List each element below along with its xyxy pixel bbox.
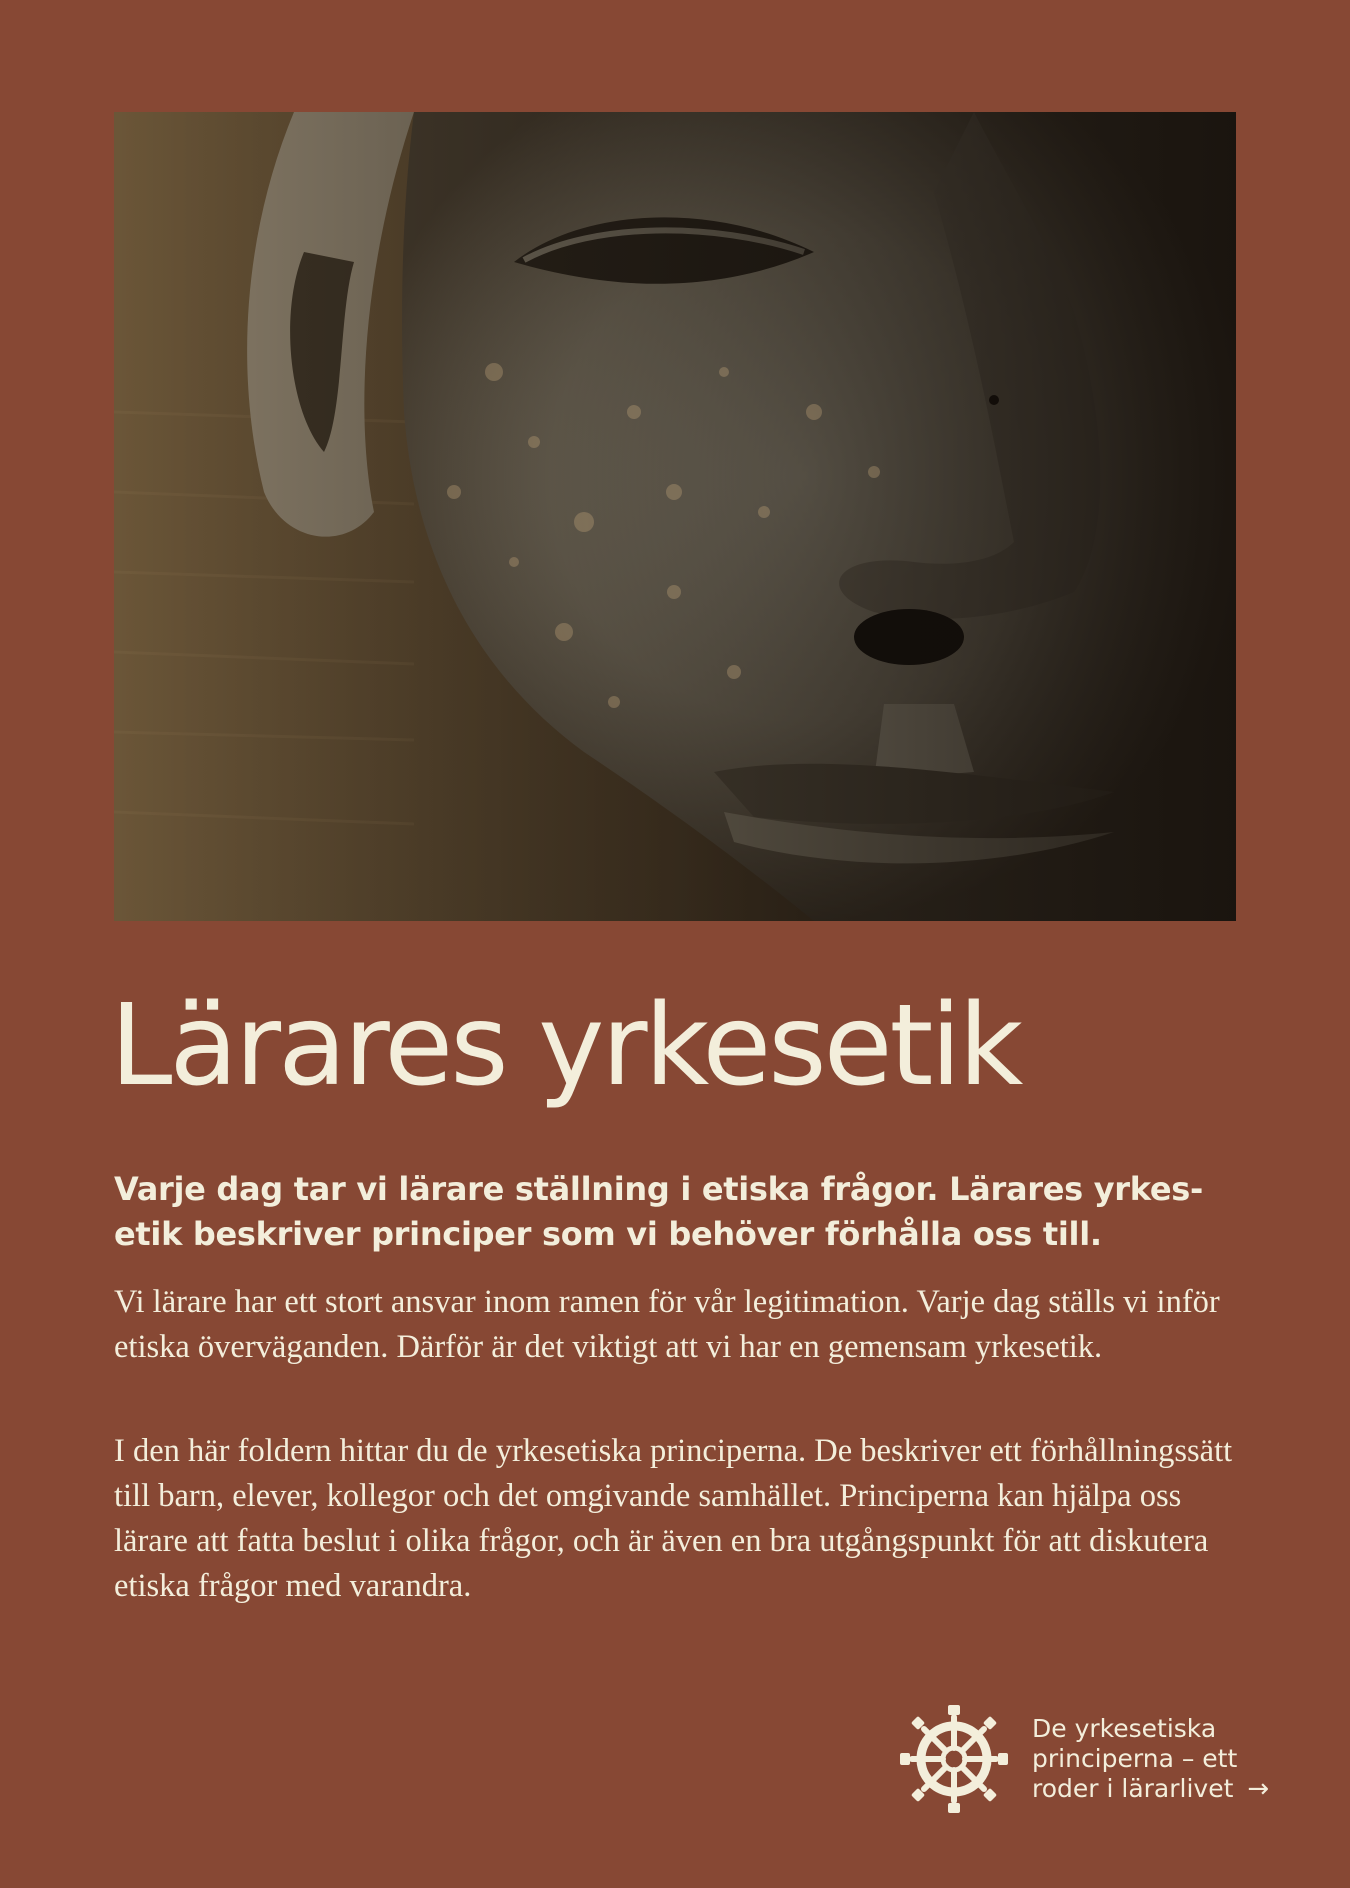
- body-paragraph-1: Vi lärare har ett stort ansvar inom ramen för vår legitimation. Varje dag ställs vi inför etiska överväganden. Därför är det viktigt att vi har en gemensam yrkesetik.: [114, 1284, 1220, 1365]
- page-title: Lärares yrkesetik: [110, 981, 1021, 1111]
- hero-photo: [114, 112, 1236, 921]
- principles-link-line-2: principerna – ett: [1032, 1744, 1238, 1773]
- lead-paragraph: Varje dag tar vi lärare ställning i etiska frågor. Lärares yrkesetik beskriver principer som vi behöver förhålla oss till.: [114, 1170, 1204, 1253]
- statue-face-image: [114, 112, 1236, 921]
- principles-link-line-3-text: roder i lärarlivet: [1032, 1774, 1234, 1803]
- ship-wheel-icon: [898, 1703, 1010, 1815]
- principles-link-line-1: De yrkesetiska: [1032, 1714, 1217, 1743]
- principles-link-label: [1032, 1714, 1269, 1804]
- principles-link-line-3: [1032, 1774, 1269, 1804]
- principles-link[interactable]: [898, 1703, 1269, 1815]
- arrow-right-icon: →: [1247, 1774, 1270, 1804]
- body-paragraph-2: I den här foldern hittar du de yrkesetiska principerna. De beskriver ett förhållningssätt till barn, elever, kollegor och det omgivande samhället. Principerna kan hjälpa oss lärare att fatta beslut i olika frågor, och är även en bra utgångspunkt för att diskutera etiska frågor med varandra.: [114, 1433, 1233, 1604]
